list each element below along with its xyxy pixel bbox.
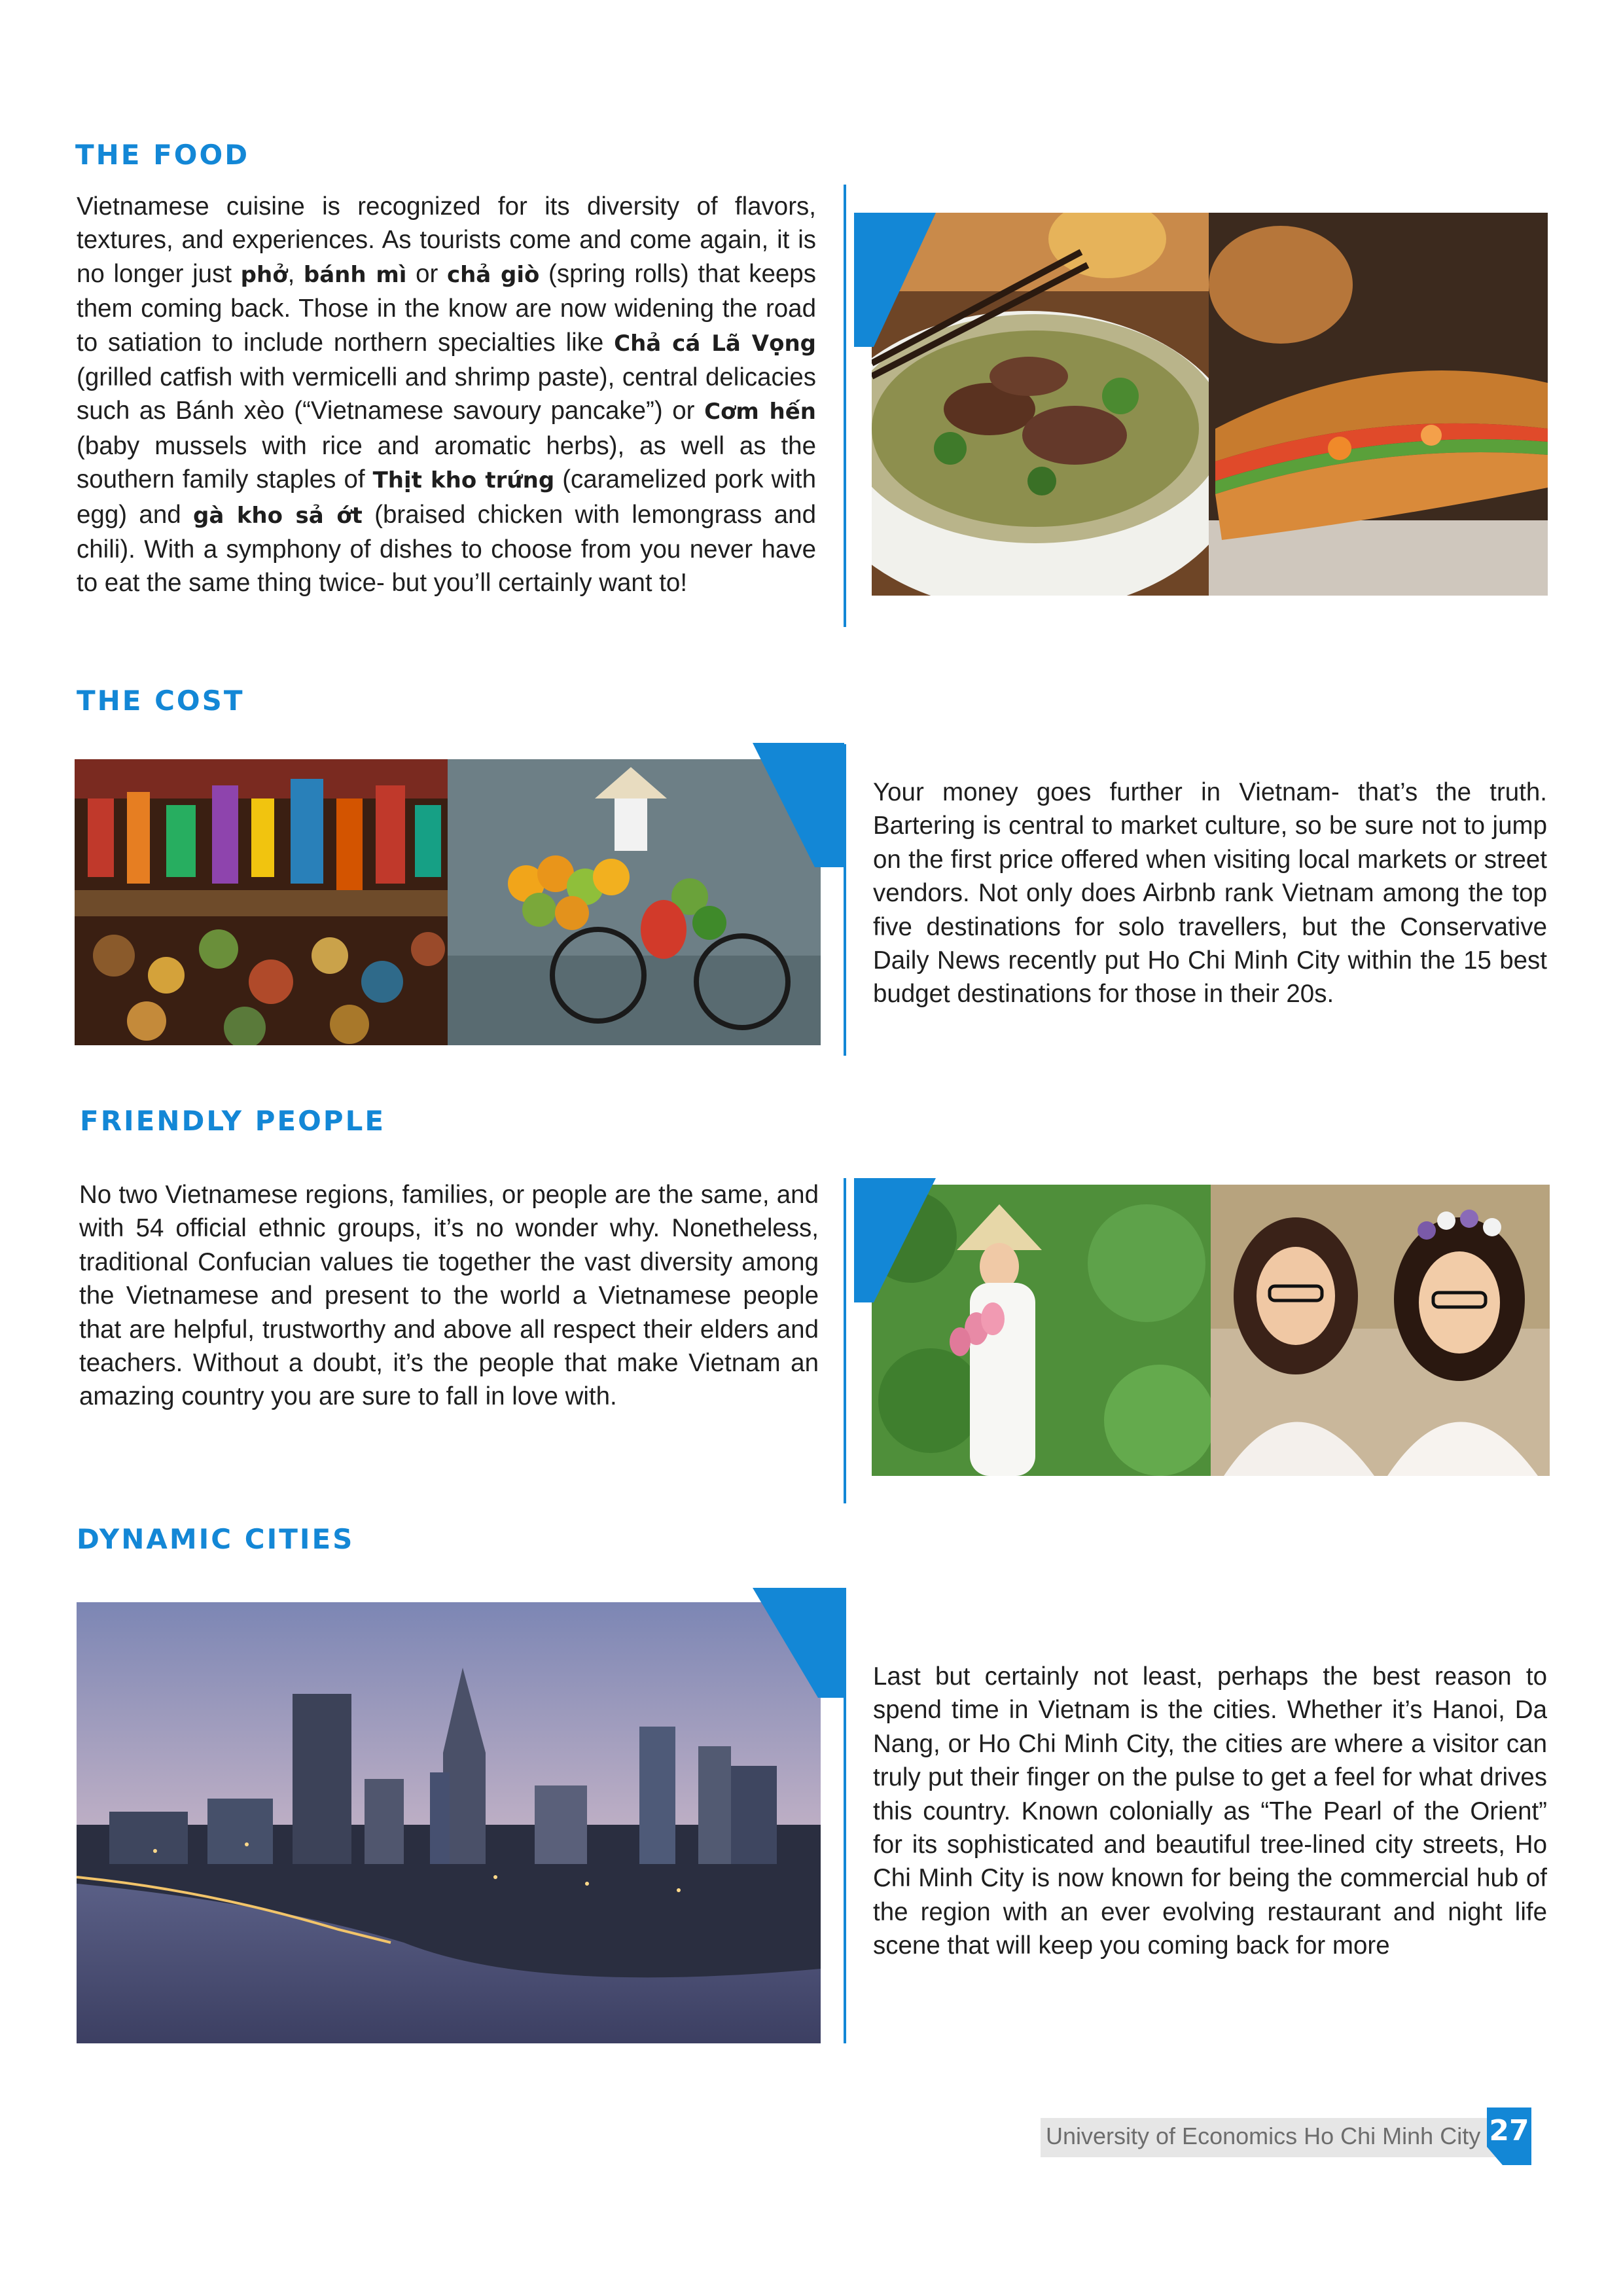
text-run: (spring rolls) that keeps them coming back. Those in the know are now widening the road to satiation to include northern specialties like	[77, 259, 816, 357]
blue-corner-accent	[753, 743, 844, 867]
section-heading-cities: DYNAMIC CITIES	[77, 1523, 355, 1555]
page-number: 27	[1489, 2114, 1529, 2147]
section-text-food	[77, 190, 816, 600]
dish-name: Thịt kho trứng	[372, 467, 555, 494]
blue-corner-accent	[854, 213, 936, 347]
dish-name: bánh mì	[303, 261, 407, 288]
section-heading-people: FRIENDLY PEOPLE	[80, 1105, 386, 1137]
text-run: (grilled catfish with vermicelli and shrimp paste), central delicacies such as Bánh xèo (“Vietnamese savoury pancake”) or	[77, 363, 816, 425]
blue-corner-accent	[854, 1178, 936, 1302]
text-run: ,	[287, 259, 304, 288]
market-stall-photo	[75, 759, 448, 1045]
dish-name: chả giò	[446, 261, 540, 288]
divider-line-people	[844, 1178, 846, 1503]
two-girls-photo	[1211, 1185, 1550, 1476]
section-text-cost: Your money goes further in Vietnam- that’s the truth. Bartering is central to market culture, so be sure not to jump on the first price offered when visiting local markets or street vendors. Not only does Airbnb rank Vietnam among the top five destinations for solo travellers, but the Conservative Daily News recently put Ho Chi Minh City within the 15 best budget destinations for those in their 20s.	[873, 778, 1547, 1009]
blue-corner-accent	[753, 1588, 844, 1698]
dish-name: Cơm hến	[704, 399, 817, 425]
section-text-people: No two Vietnamese regions, families, or people are the same, and with 54 official ethnic groups, it’s no wonder why. Nonetheless, traditional Confucian values tie together the vast diversity among the Vietnamese and present to the world a Vietnamese people that are helpful, trustworthy and above all respect their elders and teachers. Without a doubt, it’s the people that make Vietnam an amazing country you are sure to fall in love with.	[79, 1181, 819, 1411]
section-text-cities: Last but certainly not least, perhaps the best reason to spend time in Vietnam is the cities. Whether it’s Hanoi, Da Nang, or Ho Chi Minh City, the cities are where a visitor can truly put their finger on the pulse to get a feel for what drives this country. Known colonially as “The Pearl of the Orient” for its sophisticated and beautiful tree-lined city streets, Ho Chi Minh City is now known for being the commercial hub of the region with an ever evolving restaurant and night life scene that will keep you coming back for more	[873, 1662, 1547, 1960]
saigon-skyline-photo	[77, 1602, 821, 2043]
text-run: or	[406, 259, 447, 288]
section-heading-cost: THE COST	[77, 685, 245, 717]
footer-university-name: University of Economics Ho Chi Minh City	[1046, 2123, 1481, 2149]
banh-mi-photo	[1209, 213, 1548, 596]
text-run: (braised chicken with lemongrass and chili). With a symphony of dishes to choose from you never have to eat the same thing twice- but you’ll certainly want to!	[77, 500, 816, 598]
text-run: (caramelized pork with egg) and	[77, 465, 817, 529]
dish-name: Chả cá Lã Vọng	[614, 330, 816, 357]
dish-name: phở	[240, 261, 288, 288]
divider-line-food	[844, 185, 846, 627]
dish-name: gà kho sả ớt	[193, 502, 363, 529]
text-run: Vietnamese cuisine is recognized for its diversity of flavors, textures, and experiences. As tourists come and come again, it is no longer just	[77, 192, 816, 288]
text-run: (baby mussels with rice and aromatic herbs), as well as the southern family staples of	[77, 431, 816, 494]
section-heading-food: THE FOOD	[75, 139, 250, 171]
